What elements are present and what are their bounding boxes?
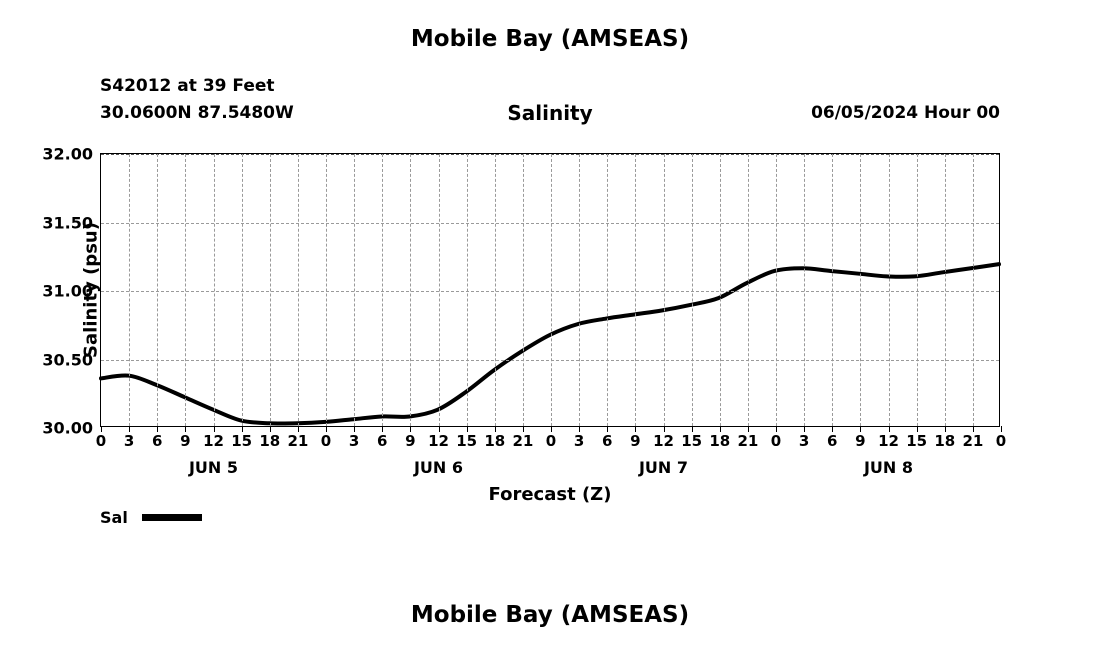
x-tick-label: 9 bbox=[405, 432, 416, 450]
x-day-label: JUN 7 bbox=[638, 458, 689, 477]
y-tick-label: 30.50 bbox=[42, 350, 93, 369]
legend-label-sal: Sal bbox=[100, 508, 128, 527]
x-gridline bbox=[579, 154, 580, 426]
x-tick-label: 15 bbox=[456, 432, 478, 450]
x-tick-label: 9 bbox=[855, 432, 866, 450]
x-gridline bbox=[889, 154, 890, 426]
y-gridline bbox=[101, 291, 999, 292]
x-gridline bbox=[860, 154, 861, 426]
x-tick-label: 15 bbox=[906, 432, 928, 450]
station-id-label: S42012 at 39 Feet bbox=[100, 76, 275, 96]
salinity-series bbox=[101, 154, 999, 426]
y-tick-label: 32.00 bbox=[42, 144, 93, 164]
x-gridline bbox=[354, 154, 355, 426]
x-axis-title: Forecast (Z) bbox=[488, 484, 612, 505]
legend-swatch-sal bbox=[142, 514, 202, 521]
x-gridline bbox=[326, 154, 327, 426]
x-gridline bbox=[720, 154, 721, 426]
x-tick-label: 9 bbox=[180, 432, 191, 450]
x-tick-label: 18 bbox=[259, 432, 281, 450]
x-gridline bbox=[157, 154, 158, 426]
x-gridline bbox=[776, 154, 777, 426]
x-gridline bbox=[382, 154, 383, 426]
x-tick-label: 21 bbox=[512, 432, 534, 450]
x-tick-label: 21 bbox=[962, 432, 984, 450]
x-gridline bbox=[635, 154, 636, 426]
x-tick-label: 3 bbox=[573, 432, 585, 450]
y-tick-label: 31.00 bbox=[42, 281, 93, 301]
x-tick-label: 0 bbox=[545, 432, 557, 450]
y-gridline bbox=[101, 360, 999, 361]
x-tick-label: 6 bbox=[152, 432, 163, 450]
x-gridline bbox=[467, 154, 468, 426]
x-gridline bbox=[495, 154, 496, 426]
legend bbox=[100, 508, 202, 527]
x-gridline bbox=[748, 154, 749, 426]
x-gridline bbox=[270, 154, 271, 426]
x-tick-label: 12 bbox=[428, 432, 449, 450]
x-gridline bbox=[804, 154, 805, 426]
chart-subtitle: Salinity bbox=[507, 101, 593, 125]
x-tick-label: 0 bbox=[770, 432, 782, 450]
x-gridline bbox=[439, 154, 440, 426]
x-tick-label: 3 bbox=[348, 432, 360, 450]
x-tick-label: 0 bbox=[320, 432, 332, 450]
x-gridline bbox=[917, 154, 918, 426]
x-gridline bbox=[214, 154, 215, 426]
x-gridline bbox=[523, 154, 524, 426]
x-gridline bbox=[185, 154, 186, 426]
x-tick-label: 15 bbox=[231, 432, 253, 450]
x-tick-label: 0 bbox=[95, 432, 107, 450]
x-gridline bbox=[410, 154, 411, 426]
x-gridline bbox=[692, 154, 693, 426]
x-gridline bbox=[551, 154, 552, 426]
x-tick-label: 3 bbox=[123, 432, 135, 450]
y-gridline bbox=[101, 223, 999, 224]
x-gridline bbox=[973, 154, 974, 426]
x-day-label: JUN 5 bbox=[188, 458, 239, 477]
x-tick-label: 21 bbox=[287, 432, 309, 450]
model-run-time-label: 06/05/2024 Hour 00 bbox=[811, 103, 1000, 123]
y-axis-title: Salinity (psu) bbox=[80, 222, 102, 358]
x-gridline bbox=[945, 154, 946, 426]
x-tick-label: 18 bbox=[934, 432, 956, 450]
x-tick-label: 18 bbox=[709, 432, 731, 450]
station-coordinates-label: 30.0600N 87.5480W bbox=[100, 103, 294, 123]
y-tick-label: 31.50 bbox=[42, 213, 93, 232]
plot-area bbox=[42, 144, 1007, 505]
footer-title: Mobile Bay (AMSEAS) bbox=[410, 602, 690, 628]
x-day-label: JUN 8 bbox=[863, 458, 914, 477]
x-gridline bbox=[129, 154, 130, 426]
x-gridline bbox=[664, 154, 665, 426]
x-tick-label: 9 bbox=[630, 432, 641, 450]
x-tick-label: 21 bbox=[737, 432, 759, 450]
x-tick-label: 15 bbox=[681, 432, 703, 450]
x-tick-label: 12 bbox=[878, 432, 899, 450]
x-tick-label: 6 bbox=[827, 432, 838, 450]
x-tick-label: 6 bbox=[377, 432, 388, 450]
x-gridline bbox=[832, 154, 833, 426]
x-gridline bbox=[607, 154, 608, 426]
x-day-label: JUN 6 bbox=[413, 458, 464, 477]
x-tick-label: 6 bbox=[602, 432, 613, 450]
x-tick-label: 18 bbox=[484, 432, 506, 450]
x-tick-label: 12 bbox=[203, 432, 224, 450]
x-tick-label: 12 bbox=[653, 432, 674, 450]
x-tick-label: 0 bbox=[995, 432, 1007, 450]
x-tick-label: 3 bbox=[798, 432, 810, 450]
page-title: Mobile Bay (AMSEAS) bbox=[410, 26, 690, 52]
x-gridline bbox=[242, 154, 243, 426]
series-line-sal bbox=[101, 264, 999, 423]
y-gridline bbox=[101, 154, 999, 155]
y-tick-label: 30.00 bbox=[42, 418, 93, 438]
x-gridline bbox=[298, 154, 299, 426]
